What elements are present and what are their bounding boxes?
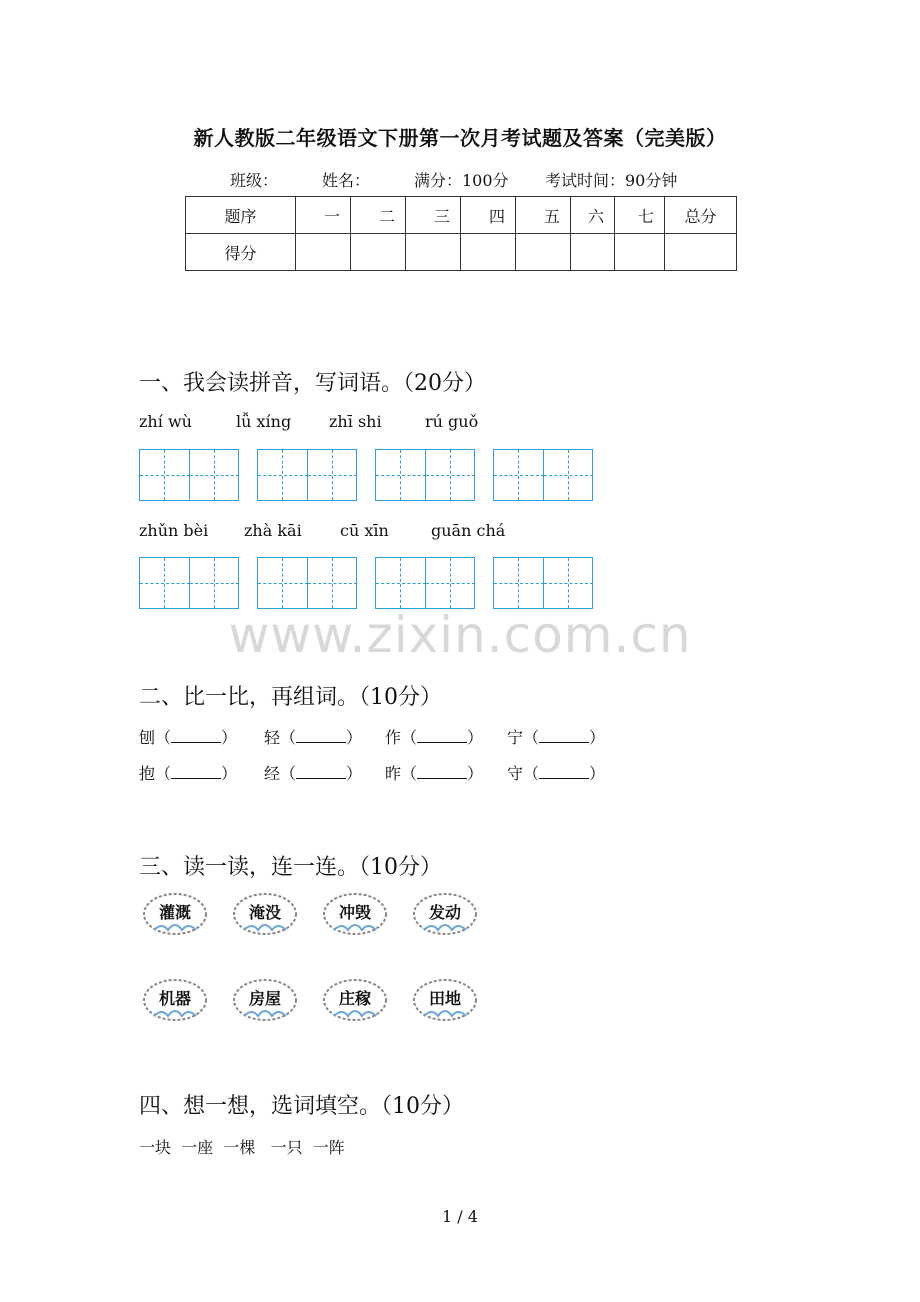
full-score: 满分：100分 bbox=[414, 171, 509, 190]
answer-blank[interactable] bbox=[417, 728, 467, 743]
answer-blank[interactable] bbox=[171, 728, 221, 743]
header-cell: 总分 bbox=[665, 197, 737, 234]
header-cell: 七 bbox=[615, 197, 665, 234]
answer-blank[interactable] bbox=[417, 764, 467, 779]
score-cell[interactable] bbox=[516, 234, 571, 271]
writing-grid[interactable] bbox=[139, 557, 239, 609]
watermark: www.zixin.com.cn bbox=[228, 606, 692, 664]
word-badge[interactable]: 机器 bbox=[142, 978, 208, 1024]
header-cell: 题序 bbox=[186, 197, 296, 234]
word-badge[interactable]: 淹没 bbox=[232, 892, 298, 938]
compare-item: 昨（ ） bbox=[385, 764, 484, 783]
answer-blank[interactable] bbox=[296, 764, 346, 779]
word-badge[interactable]: 发动 bbox=[412, 892, 478, 938]
writing-grid[interactable] bbox=[375, 557, 475, 609]
score-table-score-row bbox=[186, 234, 737, 271]
document-title: 新人教版二年级语文下册第一次月考试题及答案（完美版） bbox=[193, 126, 727, 150]
header-cell: 五 bbox=[516, 197, 571, 234]
header-cell: 四 bbox=[461, 197, 516, 234]
compare-item: 刨（ ） bbox=[139, 728, 238, 747]
writing-grid[interactable] bbox=[493, 449, 593, 501]
pinyin-label: lǚ xíng bbox=[236, 412, 292, 431]
header-cell: 一 bbox=[296, 197, 351, 234]
compare-item: 作（ ） bbox=[385, 728, 484, 747]
pinyin-label: zhī shi bbox=[329, 412, 382, 431]
word-badge[interactable]: 庄稼 bbox=[322, 978, 388, 1024]
writing-grid[interactable] bbox=[257, 557, 357, 609]
pinyin-label: zhí wù bbox=[139, 412, 192, 431]
score-cell[interactable] bbox=[665, 234, 737, 271]
answer-blank[interactable] bbox=[171, 764, 221, 779]
word-badge[interactable]: 灌溉 bbox=[142, 892, 208, 938]
compare-item: 抱（ ） bbox=[139, 764, 238, 783]
score-cell[interactable] bbox=[351, 234, 406, 271]
answer-blank[interactable] bbox=[539, 764, 589, 779]
answer-blank[interactable] bbox=[296, 728, 346, 743]
word-badge[interactable]: 田地 bbox=[412, 978, 478, 1024]
word-badge[interactable]: 冲毁 bbox=[322, 892, 388, 938]
header-cell: 二 bbox=[351, 197, 406, 234]
exam-time: 考试时间：90分钟 bbox=[545, 171, 678, 190]
header-cell: 六 bbox=[571, 197, 615, 234]
word-options: 一块 一座 一棵 一只 一阵 bbox=[139, 1138, 345, 1157]
pinyin-label: guān chá bbox=[431, 521, 506, 540]
pinyin-label: rú guǒ bbox=[425, 412, 479, 431]
score-cell[interactable] bbox=[296, 234, 351, 271]
compare-item: 经（ ） bbox=[264, 764, 363, 783]
answer-blank[interactable] bbox=[539, 728, 589, 743]
class-label: 班级： bbox=[230, 171, 279, 190]
score-cell[interactable] bbox=[406, 234, 461, 271]
score-cell[interactable] bbox=[571, 234, 615, 271]
writing-grid[interactable] bbox=[493, 557, 593, 609]
pinyin-label: zhà kāi bbox=[244, 521, 302, 540]
section1-heading: 一、我会读拼音，写词语。（20分） bbox=[139, 371, 486, 396]
section4-heading: 四、想一想，选词填空。（10分） bbox=[139, 1094, 464, 1119]
page-number: 1 / 4 bbox=[442, 1207, 478, 1226]
section3-heading: 三、读一读，连一连。（10分） bbox=[139, 855, 442, 880]
word-badge[interactable]: 房屋 bbox=[232, 978, 298, 1024]
pinyin-label: zhǔn bèi bbox=[139, 521, 209, 540]
writing-grid[interactable] bbox=[139, 449, 239, 501]
section2-heading: 二、比一比，再组词。（10分） bbox=[139, 685, 442, 710]
header-cell: 三 bbox=[406, 197, 461, 234]
pinyin-label: cū xīn bbox=[340, 521, 389, 540]
writing-grid[interactable] bbox=[257, 449, 357, 501]
compare-item: 守（ ） bbox=[507, 764, 606, 783]
name-label: 姓名： bbox=[322, 171, 371, 190]
score-cell[interactable] bbox=[615, 234, 665, 271]
score-cell[interactable] bbox=[461, 234, 516, 271]
writing-grid[interactable] bbox=[375, 449, 475, 501]
compare-item: 轻（ ） bbox=[264, 728, 363, 747]
score-table bbox=[185, 196, 737, 271]
row-label: 得分 bbox=[186, 234, 296, 271]
compare-item: 宁（ ） bbox=[507, 728, 606, 747]
score-table-header-row bbox=[186, 197, 737, 234]
